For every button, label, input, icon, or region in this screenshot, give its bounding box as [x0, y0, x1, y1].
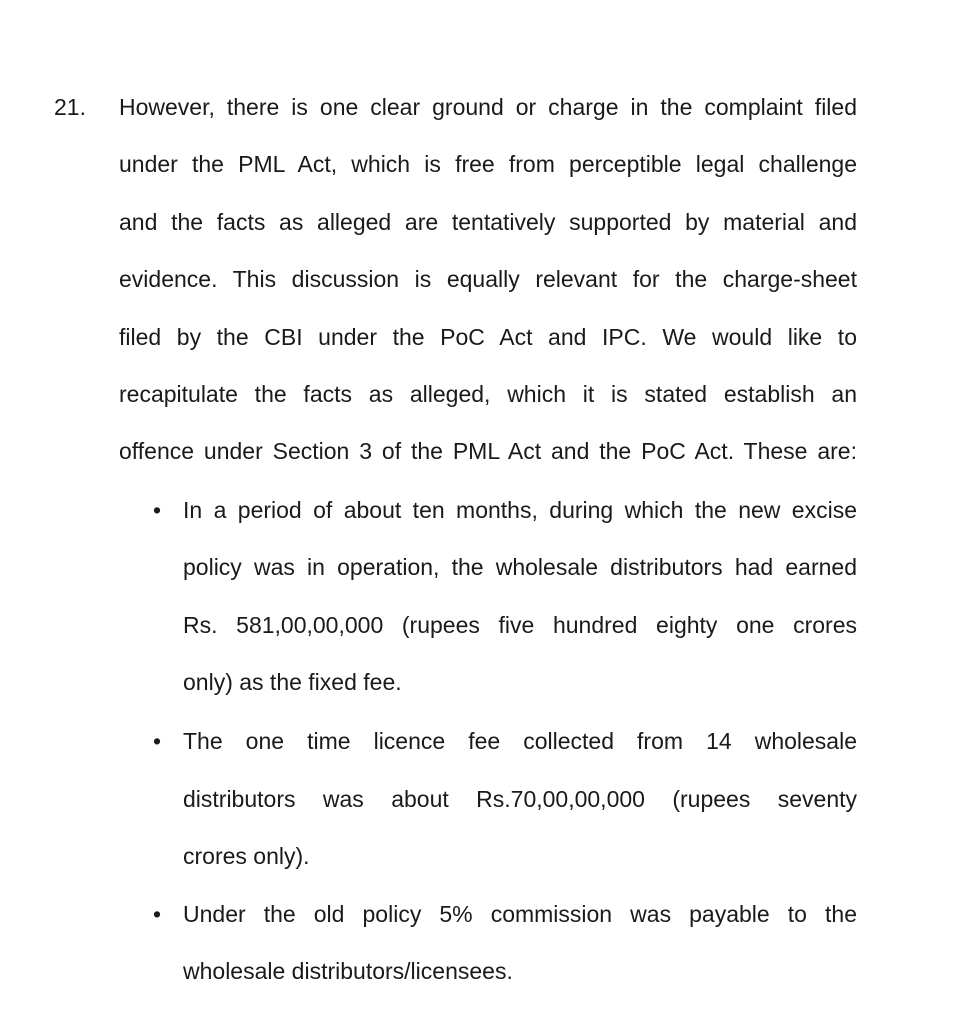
bullet-line: wholesale distributors/licensees.: [183, 958, 513, 984]
bullet-line: crores only).: [183, 843, 310, 869]
paragraph-line: under the PML Act, which is free from perceptible legal challenge: [119, 151, 857, 177]
bullet-line: policy was in operation, the wholesale distributors had earned: [183, 554, 857, 580]
paragraph-line: evidence. This discussion is equally relevant for the charge-sheet: [119, 266, 857, 292]
bullet-line: only) as the fixed fee.: [183, 669, 402, 695]
paragraph-number: 21.: [54, 94, 86, 120]
paragraph-line: However, there is one clear ground or charge in the complaint filed: [119, 94, 857, 120]
paragraph-line: filed by the CBI under the PoC Act and IPC. We would like to: [119, 324, 857, 350]
bullet-line: In a period of about ten months, during which the new excise: [183, 497, 857, 523]
bullet-line: distributors was about Rs.70,00,00,000 (rupees seventy: [183, 786, 857, 812]
paragraph-line: and the facts as alleged are tentatively supported by material and: [119, 209, 857, 235]
bullet-line: The one time licence fee collected from 14 wholesale: [183, 728, 857, 754]
paragraph-line: offence under Section 3 of the PML Act and the PoC Act. These are:: [119, 438, 857, 464]
bullet-marker: •: [152, 497, 162, 523]
paragraph-line: recapitulate the facts as alleged, which it is stated establish an: [119, 381, 857, 407]
bullet-line: Under the old policy 5% commission was payable to the: [183, 901, 857, 927]
bullet-line: Rs. 581,00,00,000 (rupees five hundred eighty one crores: [183, 612, 857, 638]
bullet-marker: •: [152, 728, 162, 754]
bullet-marker: •: [152, 901, 162, 927]
